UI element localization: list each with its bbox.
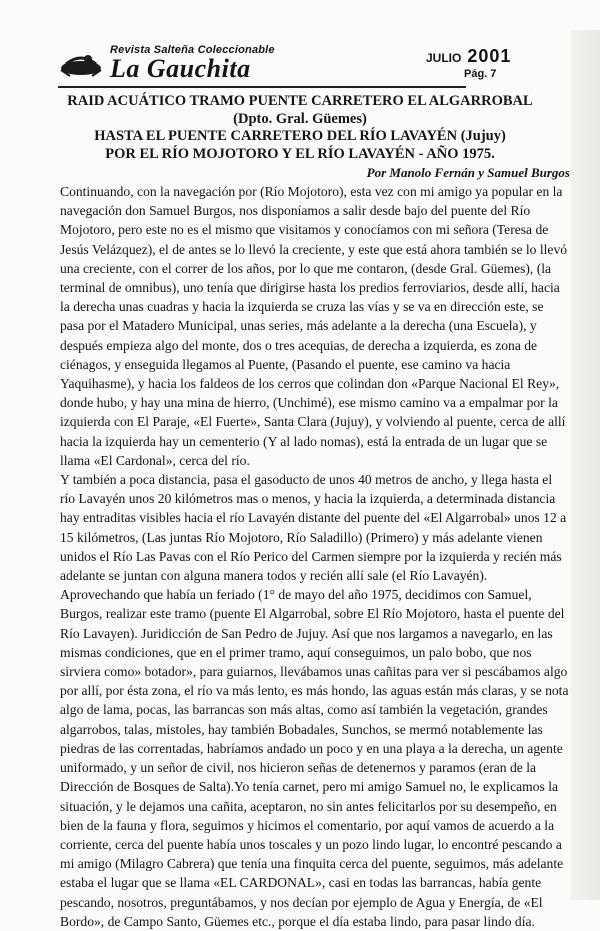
gaucho-logo-icon: [58, 50, 104, 80]
page-number: Pág. 7: [464, 68, 497, 80]
magazine-title: La Gauchita: [110, 54, 251, 83]
issue-date: [426, 46, 511, 67]
article-title-line: HASTA EL PUENTE CARRETERO DEL RÍO LAVAYÉN (Jujuy): [94, 128, 506, 144]
article-body: [60, 182, 570, 931]
article-byline: Por Manolo Fernán y Samuel Burgos: [366, 165, 570, 180]
page-edge-shadow: [570, 30, 600, 900]
article-title-line: POR EL RÍO MOJOTORO Y EL RÍO LAVAYÉN - AÑO 1975.: [105, 145, 495, 162]
article-title-line: (Dpto. Gral. Güemes): [233, 110, 367, 127]
issue-month: JULIO: [426, 51, 462, 65]
issue-year: 2001: [467, 46, 512, 66]
article-paragraph: Aprovechando que había un feriado (1° de mayo del año 1975, decidimos con Samuel, Burgos, realizar este tramo (puente El Algarrobal, sobre El Río Mojotoro, hasta el puente del Río Lavayen). Juridicción de San Pedro de Jujuy. Así que nos largamos a navegarlo, en las mismas condiciones, que en el primer tramo, aquí conseguimos, un palo bobo, que nos sirviera como» botador», para guiarnos, llevábamos unas cañitas para ver si pescábamos algo por allí, por ésta zona, el río va más lento, es más hondo, las aguas están más claras, y se nota algo de lama, pocas, las barrancas son más altas, como así también la vegetación, grandes algarrobos, talas, mistoles, hay también Bobadales, Sunchos, se mermó notablemente las piedras de las correntadas, habríamos andado un poco y en una playa a la derecha, un agente uniformado, y un señor de civil, nos hicieron señas de detenernos y paramos (eran de la Dirección de Bosques de Salta).Yo tenía carnet, pero mi amigo Samuel no, le explicamos la situación, y le dejamos una cañita, aceptaron, no sin antes felicitarlos por su desempeño, en bien de la fauna y flora, seguimos y hicimos el comentario, por aquí vamos de acuerdo a la corriente, cerca del puente había unos toscales y un pozo lindo lugar, lo encontré pescando a mi amigo (Milagro Cabrera) que tenía una finquita cerca del puente, seguimos, más adelante estaba el lugar que se llama «EL CARDONAL», casi en todas las barrancas, había gente pescando, nosotros, preguntábamos, y nos decían por ejemplo de Agua y Energía, de «El Bordo», de Campo Santo, Güemes etc., porque el día estaba lindo, para pasar lindo día.: [60, 587, 569, 929]
magazine-subtitle: Revista Salteña Coleccionable: [110, 44, 275, 56]
article-title-line: RAID ACUÁTICO TRAMO PUENTE CARRETERO EL ALGARROBAL: [67, 93, 533, 109]
article-paragraph: Continuando, con la navegación por (Río Mojotoro), esta vez con mi amigo ya popular en la navegación don Samuel Burgos, nos disponíamos a salir desde bajo del puente del Río Mojotoro, pero este no es el mismo que visitamos y conocíamos con mi señora (Teresa de Jesús Velázquez), el de antes se lo llevó la creciente, y este que está ahora también se lo llevó una creciente, con el correr de los años, por lo que me contaron, (desde Gral. Güemes), (la terminal de omnibus), uno tenía que dirigirse hasta los predios ferroviarios, desde allí, hacia la derecha unas cuadras y hacia la izquierda se cruza las vías y se va en dirección este, se pasa por el Matadero Municipal, unas series, más adelante a la derecha (una Escuela), y después empieza algo del monte, dos o tres acequias, de derecha a izquierda, es zona de ciénagos, y enseguida llegamos al Puente, (Pasando el puente, ese camino va hacia Yaquihasme), y hacia los faldeos de los cerros que colindan don «Parque Nacional El Rey», donde hubo, y hay una mina de hierro, (Unchimé), ese mismo camino va a empalmar por la izquierda con El Paraje, «El Fuerte», Santa Clara (Jujuy), y volviendo al puente, cerca de allí hacia la izquierda hay un cementerio (Y al lado nomas), está la entrada de un lugar que se llama «El Cardonal», cerca del río.: [60, 184, 568, 468]
header-divider: [58, 86, 466, 88]
article-title: [60, 93, 540, 163]
article-paragraph: Y también a poca distancia, pasa el gasoducto de unos 40 metros de ancho, y llega hasta el río Lavayén unos 20 kilómetros mas o menos, y hacia la izquierda, a determinada distancia hay entraditas visibles hacia el río Lavayén distante del puente del «El Algarrobal» unos 12 a 15 kilómetros, (Las juntas Río Mojotoro, Río Saladillo) (Primero) y más adelante vienen unidos el Río Las Pavas con el Río Perico del Carmen siempre por la izquierda y recién más adelante se juntan con alguna manera todos y recién allí sale (el Río Lavayén).: [60, 472, 567, 584]
